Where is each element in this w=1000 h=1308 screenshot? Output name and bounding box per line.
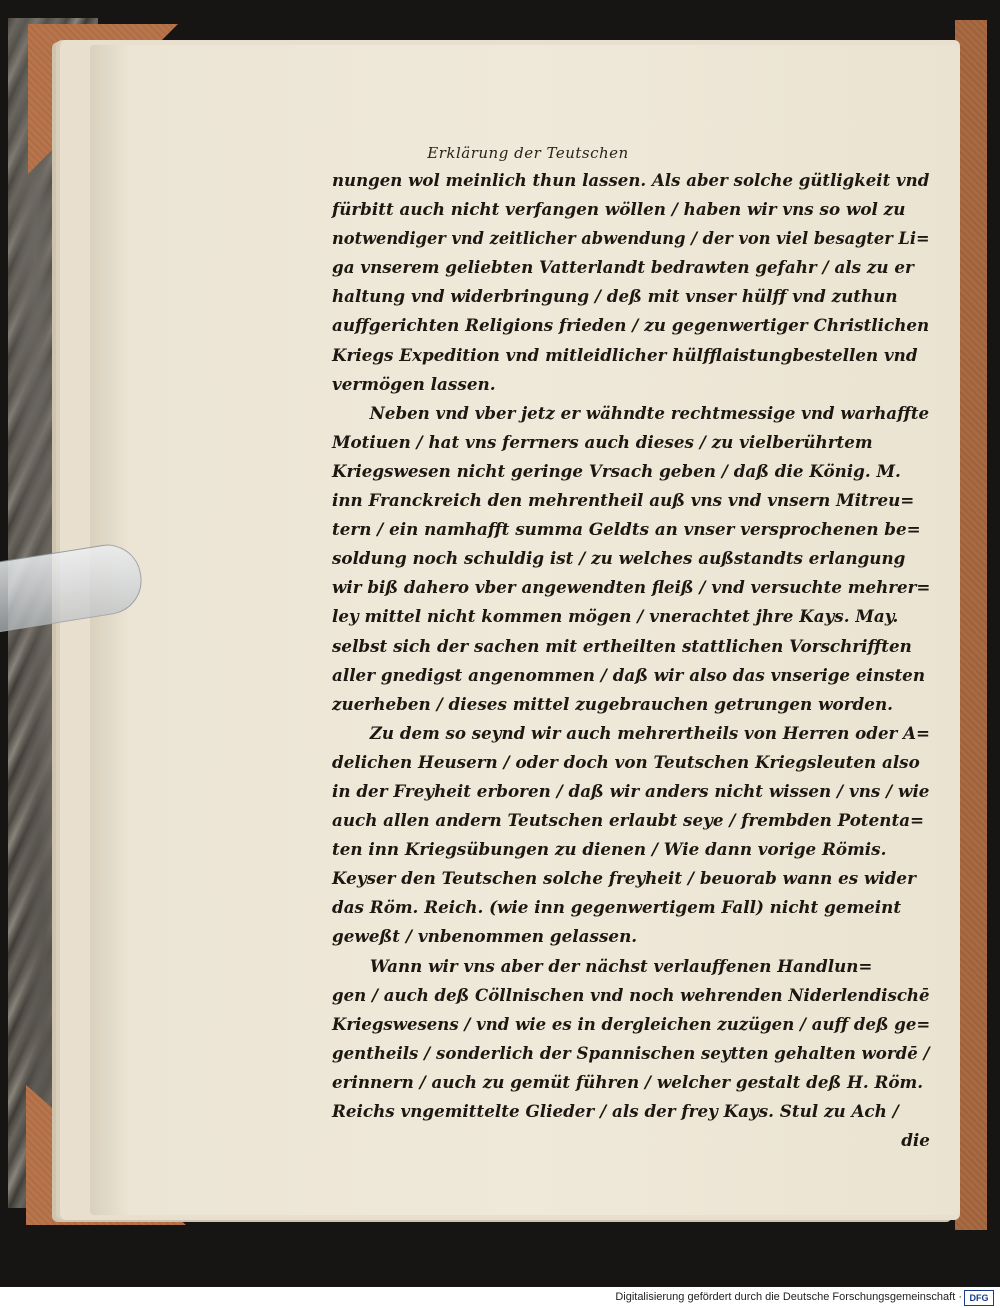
text-line: geweßt / vnbenommen gelassen. [332, 926, 638, 947]
text-line: Neben vnd vber jetz er wähndte rechtmessige vnd warhaffte [369, 402, 930, 423]
text-line: Kriegswesens / vnd wie es in dergleichen zuzügen / auff deß ge= [332, 1013, 931, 1034]
text-line: Motiuen / hat vns ferrners auch dieses / zu vielberührtem [332, 431, 873, 452]
text-line: tern / ein namhafft summa Geldts an vnser versprochenen be= [332, 519, 921, 540]
text-line: ten inn Kriegsübungen zu dienen / Wie dann vorige Römis. [332, 839, 887, 860]
text-line: auch allen andern Teutschen erlaubt seye / frembden Potenta= [332, 810, 925, 831]
body-text [332, 166, 932, 1155]
text-line: Zu dem so seynd wir auch mehrertheils von Herren oder A= [369, 722, 931, 743]
text-line: inn Franckreich den mehrentheil auß vns vnd vnsern Mitreu= [332, 490, 915, 511]
text-line: gen / auch deß Cöllnischen vnd noch wehrenden Niderlendischē [332, 984, 930, 1005]
text-line: soldung noch schuldig ist / zu welches außstandts erlangung [332, 548, 906, 569]
dfg-logo: DFG [964, 1290, 994, 1306]
text-line: erinnern / auch zu gemüt führen / welcher gestalt deß H. Röm. [332, 1071, 924, 1092]
text-line: in der Freyheit erboren / daß wir anders nicht wissen / vns / wie [332, 780, 930, 801]
text-line: delichen Heusern / oder doch von Teutschen Kriegsleuten also [332, 751, 920, 772]
text-line: die [901, 1130, 930, 1151]
running-head: Erklärung der Teutschen [427, 144, 629, 162]
footer-credit: Digitalisierung gefördert durch die Deutsche Forschungsgemeinschaft · [615, 1291, 962, 1303]
text-line: Wann wir vns aber der nächst verlauffenen Handlun= [369, 955, 873, 976]
text-line: ga vnserem geliebten Vatterlandt bedrawten gefahr / als zu er [332, 257, 914, 278]
text-line: fürbitt auch nicht verfangen wöllen / haben wir vns so wol zu [332, 199, 906, 220]
text-line: Reichs vngemittelte Glieder / als der frey Kays. Stul zu Ach / [332, 1101, 899, 1121]
text-line: gentheils / sonderlich der Spannischen seytten gehalten wordē / [332, 1042, 930, 1063]
footer-bar [0, 1287, 1000, 1308]
text-line: das Röm. Reich. (wie inn gegenwertigem Fall) nicht gemeint [332, 897, 902, 918]
text-line: zuerheben / dieses mittel zugebrauchen getrungen worden. [332, 693, 894, 714]
text-line: Keyser den Teutschen solche freyheit / beuorab wann es wider [332, 868, 916, 889]
text-line: haltung vnd widerbringung / deß mit vnser hülff vnd zuthun [332, 286, 898, 307]
text-line: selbst sich der sachen mit ertheilten stattlichen Vorschrifften [332, 635, 912, 656]
text-line: aller gnedigst angenommen / daß wir also das vnserige einsten [332, 664, 925, 685]
text-line: Kriegswesen nicht geringe Vrsach geben / daß die König. M. [332, 460, 901, 481]
text-line: notwendiger vnd zeitlicher abwendung / der von viel besagter Li= [332, 228, 930, 249]
text-line: vermögen lassen. [332, 373, 496, 394]
text-line: ley mittel nicht kommen mögen / vnerachtet jhre Kays. May. [332, 606, 899, 627]
text-line: nungen wol meinlich thun lassen. Als aber solche gütligkeit vnd [332, 170, 930, 190]
text-line: Kriegs Expedition vnd mitleidlicher hülfflaistungbestellen vnd [332, 344, 918, 365]
text-line: wir biß dahero vber angewendten fleiß / vnd versuchte mehrer= [332, 577, 931, 598]
text-line: auffgerichten Religions frieden / zu gegenwertiger Christlichen [332, 315, 930, 336]
